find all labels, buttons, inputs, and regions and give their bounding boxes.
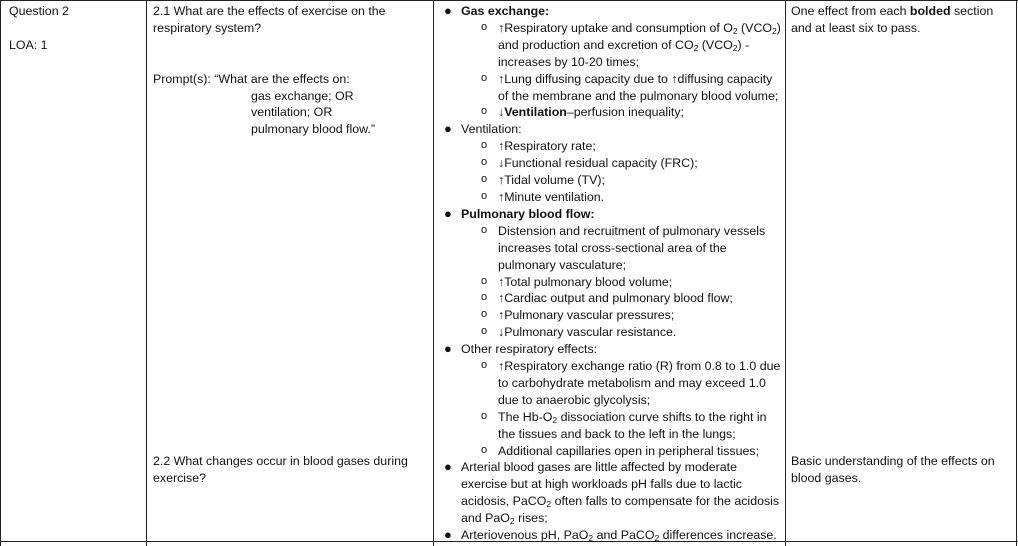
- answer-text: ↑Cardiac output and pulmonary blood flow;: [498, 291, 733, 306]
- answer-item: [461, 307, 783, 324]
- column-divider-2: [433, 0, 434, 546]
- prompt-intro: Prompt(s): “What are the effects on:: [153, 71, 350, 86]
- section-pulmonary-blood-flow: [443, 206, 783, 341]
- section-heading: Ventilation:: [461, 122, 522, 137]
- answer-item: [461, 443, 783, 460]
- answer-text: ↑Respiratory exchange ratio (R) from 0.8 to 1.0 due to carbohydrate metabolism and may exceed 1.0 due to anaerobic glycolysis;: [498, 359, 781, 407]
- circle-bullet-icon: o: [481, 274, 488, 287]
- answer-item: [461, 290, 783, 307]
- loa-label: LOA: 1: [9, 37, 48, 52]
- answer-text: ↑Tidal volume (TV);: [498, 173, 605, 188]
- question-2-2-cell: [153, 453, 423, 487]
- answer-text: Additional capillaries open in peripheral tissues;: [498, 443, 760, 458]
- answer-text: Arterial blood gases are little affected by moderate exercise but at high workloads pH falls due to lactic acidosis, PaCO$_2$ often falls to compensate for the acidosis and PaO$_2$ rises;: [461, 460, 780, 527]
- circle-bullet-icon: o: [481, 20, 488, 33]
- circle-bullet-icon: o: [481, 291, 488, 304]
- prompt-item: ventilation; OR: [251, 105, 333, 120]
- circle-bullet-icon: o: [481, 443, 488, 456]
- answer-item: [461, 409, 783, 443]
- bullet-icon: ●: [444, 527, 452, 543]
- question-2-2-text: 2.2 What changes occur in blood gases during exercise?: [153, 454, 408, 485]
- bullet-icon: ●: [444, 121, 452, 137]
- prompt-item: gas exchange; OR: [251, 88, 354, 103]
- answer-text: ↓Ventilation–perfusion inequality;: [498, 105, 684, 120]
- blood-gas-answer: [443, 459, 783, 527]
- answer-item: [461, 223, 783, 274]
- answer-item: [461, 274, 783, 291]
- bullet-icon: ●: [444, 205, 452, 221]
- section-gas-exchange: [443, 3, 783, 121]
- column-divider-1: [146, 0, 147, 546]
- pass-criteria-2-2: [791, 453, 1013, 487]
- answer-text: ↑Lung diffusing capacity due to ↑diffusing capacity of the membrane and the pulmonary blood volume;: [498, 71, 779, 103]
- answer-text: ↑Respiratory uptake and consumption of $O_2$ $(VCO_2)$ and production and excretion of $CO_2$ $(VCO_2)$ - increases by 10-20 times;: [498, 20, 781, 69]
- circle-bullet-icon: o: [481, 139, 488, 152]
- section-heading: Pulmonary blood flow:: [461, 206, 595, 221]
- answer-text: ↑Minute ventilation.: [498, 189, 605, 204]
- circle-bullet-icon: o: [481, 409, 488, 422]
- blood-gas-answer: [443, 527, 783, 544]
- section-heading: Gas exchange:: [461, 4, 550, 18]
- pass-criteria-2-1: [791, 3, 1013, 37]
- question-cell: [9, 3, 139, 54]
- answer-text: ↑Total pulmonary blood volume;: [498, 274, 673, 289]
- circle-bullet-icon: o: [481, 189, 488, 202]
- answer-item: [461, 324, 783, 341]
- answer-text: ↑Respiratory rate;: [498, 139, 596, 154]
- circle-bullet-icon: o: [481, 173, 488, 186]
- answer-item: [461, 155, 783, 172]
- pass-criteria-text: Basic understanding of the effects on blood gases.: [791, 454, 995, 485]
- answer-text: Distension and recruitment of pulmonary vessels increases total cross-sectional area of the pulmonary vasculature;: [498, 223, 766, 272]
- answer-item: [461, 189, 783, 206]
- pass-criteria-text: One effect from each bolded section and at least six to pass.: [791, 4, 994, 35]
- table-border-right: [1016, 0, 1017, 546]
- table-border-left: [0, 0, 1, 546]
- circle-bullet-icon: o: [481, 308, 488, 321]
- question-label: Question 2: [9, 4, 69, 18]
- answer-text: ↓Pulmonary vascular resistance.: [498, 325, 677, 340]
- circle-bullet-icon: o: [481, 71, 488, 84]
- answer-item: [461, 104, 783, 121]
- question-2-1-text: 2.1 What are the effects of exercise on the respiratory system?: [153, 4, 386, 35]
- question-2-1-cell: [153, 3, 423, 138]
- circle-bullet-icon: o: [481, 325, 488, 338]
- prompt-item: pulmonary blood flow.”: [251, 122, 375, 137]
- answers-cell: [443, 3, 783, 544]
- answer-item: [461, 138, 783, 155]
- circle-bullet-icon: o: [481, 156, 488, 169]
- section-ventilation: [443, 121, 783, 206]
- answer-item: [461, 358, 783, 409]
- answer-text: The $Hb-O_2$ dissociation curve shifts to the right in the tissues and back to the left in the lungs;: [498, 409, 767, 441]
- circle-bullet-icon: o: [481, 359, 488, 372]
- answer-text: Arteriovenous pH, PaO$_2$ and PaCO$_2$ differences increase.: [461, 528, 777, 544]
- bullet-icon: ●: [444, 3, 452, 18]
- bullet-icon: ●: [444, 459, 452, 475]
- circle-bullet-icon: o: [481, 105, 488, 118]
- answer-text: ↑Pulmonary vascular pressures;: [498, 308, 675, 323]
- answer-item: [461, 71, 783, 105]
- bullet-icon: ●: [444, 341, 452, 357]
- column-divider-3: [785, 0, 786, 546]
- answer-text: ↓Functional residual capacity (FRC);: [498, 156, 698, 171]
- section-other-respiratory-effects: [443, 341, 783, 459]
- section-heading: Other respiratory effects:: [461, 342, 598, 357]
- answer-item: [461, 172, 783, 189]
- table-border-top: [0, 0, 1018, 1]
- answer-item: [461, 20, 783, 71]
- circle-bullet-icon: o: [481, 223, 488, 236]
